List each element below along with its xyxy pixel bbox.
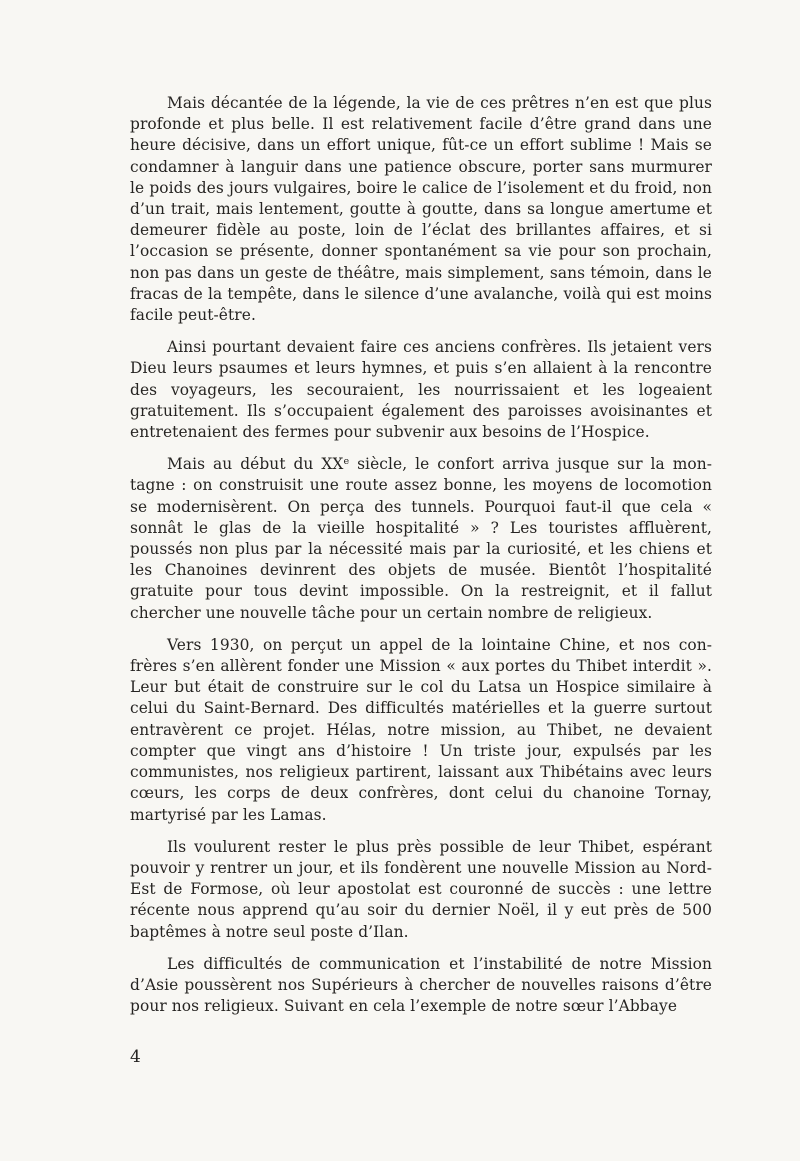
paragraph-3 bbox=[130, 454, 712, 624]
century-superscript: e bbox=[343, 456, 350, 467]
paragraph-6: Les difficultés de communication et l’instabilité de notre Mission d’Asie poussèrent nos Supérieurs à chercher de nouvelles raisons d’être pour nos religieux. Suivant en cela l’exemple de notre sœur l’Abbaye bbox=[130, 954, 712, 1016]
paragraph-1: Mais décantée de la légende, la vie de ces prêtres n’en est que plus profonde et plus belle. Il est relativement facile d’être grand dans une heure décisive, dans un effort unique, fût-ce un effort sublime ! Mais se condamner à languir dans une patience obscure, porter sans murmurer le poids des jours vulgaires, boire le calice de l’isolement et du froid, non d’un trait, mais lentement, goutte à goutte, dans sa longue amertume et demeurer fidèle au poste, loin de l’éclat des brillantes affaires, et si l’occasion se présente, donner spontanément sa vie pour son prochain, non pas dans un geste de théâtre, mais simplement, sans témoin, dans le fracas de la tempête, dans le silence d’une avalanche, voilà qui est moins facile peut-être. bbox=[130, 94, 712, 325]
page-number: 4 bbox=[130, 1047, 141, 1067]
body-text bbox=[130, 93, 712, 1028]
paragraph-5: Ils voulurent rester le plus près possible de leur Thibet, espérant pouvoir y rentrer un jour, et ils fondèrent une nouvelle Mission au Nord-Est de Formose, où leur apostolat est couronné de succès : une lettre récente nous apprend qu’au soir du dernier Noël, il y eut près de 500 baptêmes à notre seul poste d’Ilan. bbox=[130, 837, 712, 941]
paragraph-3-rest: siècle, le confort arriva jusque sur la montagne : on construisit une route assez bonne, les moyens de locomotion se modernisèrent. On perça des tunnels. Pourquoi faut-il que cela « sonnât le glas de la vieille hospitalité » ? Les touristes affluèrent, poussés non plus par la nécessité mais par la curiosité, et les chiens et les Chanoines devinrent des objets de musée. Bientôt l’hospitalité gratuite pour tous devint impossible. On la restreignit, et il fallut chercher une nouvelle tâche pour un certain nombre de religieux. bbox=[130, 455, 712, 622]
paragraph-3-start: Mais au début du XX bbox=[167, 455, 344, 474]
paragraph-2: Ainsi pourtant devaient faire ces anciens confrères. Ils jetaient vers Dieu leurs psaumes et leurs hymnes, et puis s’en allaient à la rencontre des voyageurs, les secouraient, les nourrissaient et les logeaient gratuitement. Ils s’occupaient également des paroisses avoisinantes et entretenaient des fermes pour subvenir aux besoins de l’Hospice. bbox=[130, 338, 712, 442]
paragraph-4: Vers 1930, on perçut un appel de la lointaine Chine, et nos confrères s’en allèrent fonder une Mission « aux portes du Thibet interdit ». Leur but était de construire sur le col du Latsa un Hospice similaire à celui du Saint-Bernard. Des difficultés matérielles et la guerre surtout entravèrent ce projet. Hélas, notre mission, au Thibet, ne devaient compter que vingt ans d’histoire ! Un triste jour, expulsés par les communistes, nos religieux partirent, laissant aux Thibétains avec leurs cœurs, les corps de deux confrères, dont celui du chanoine Tornay, martyrisé par les Lamas. bbox=[130, 635, 712, 824]
